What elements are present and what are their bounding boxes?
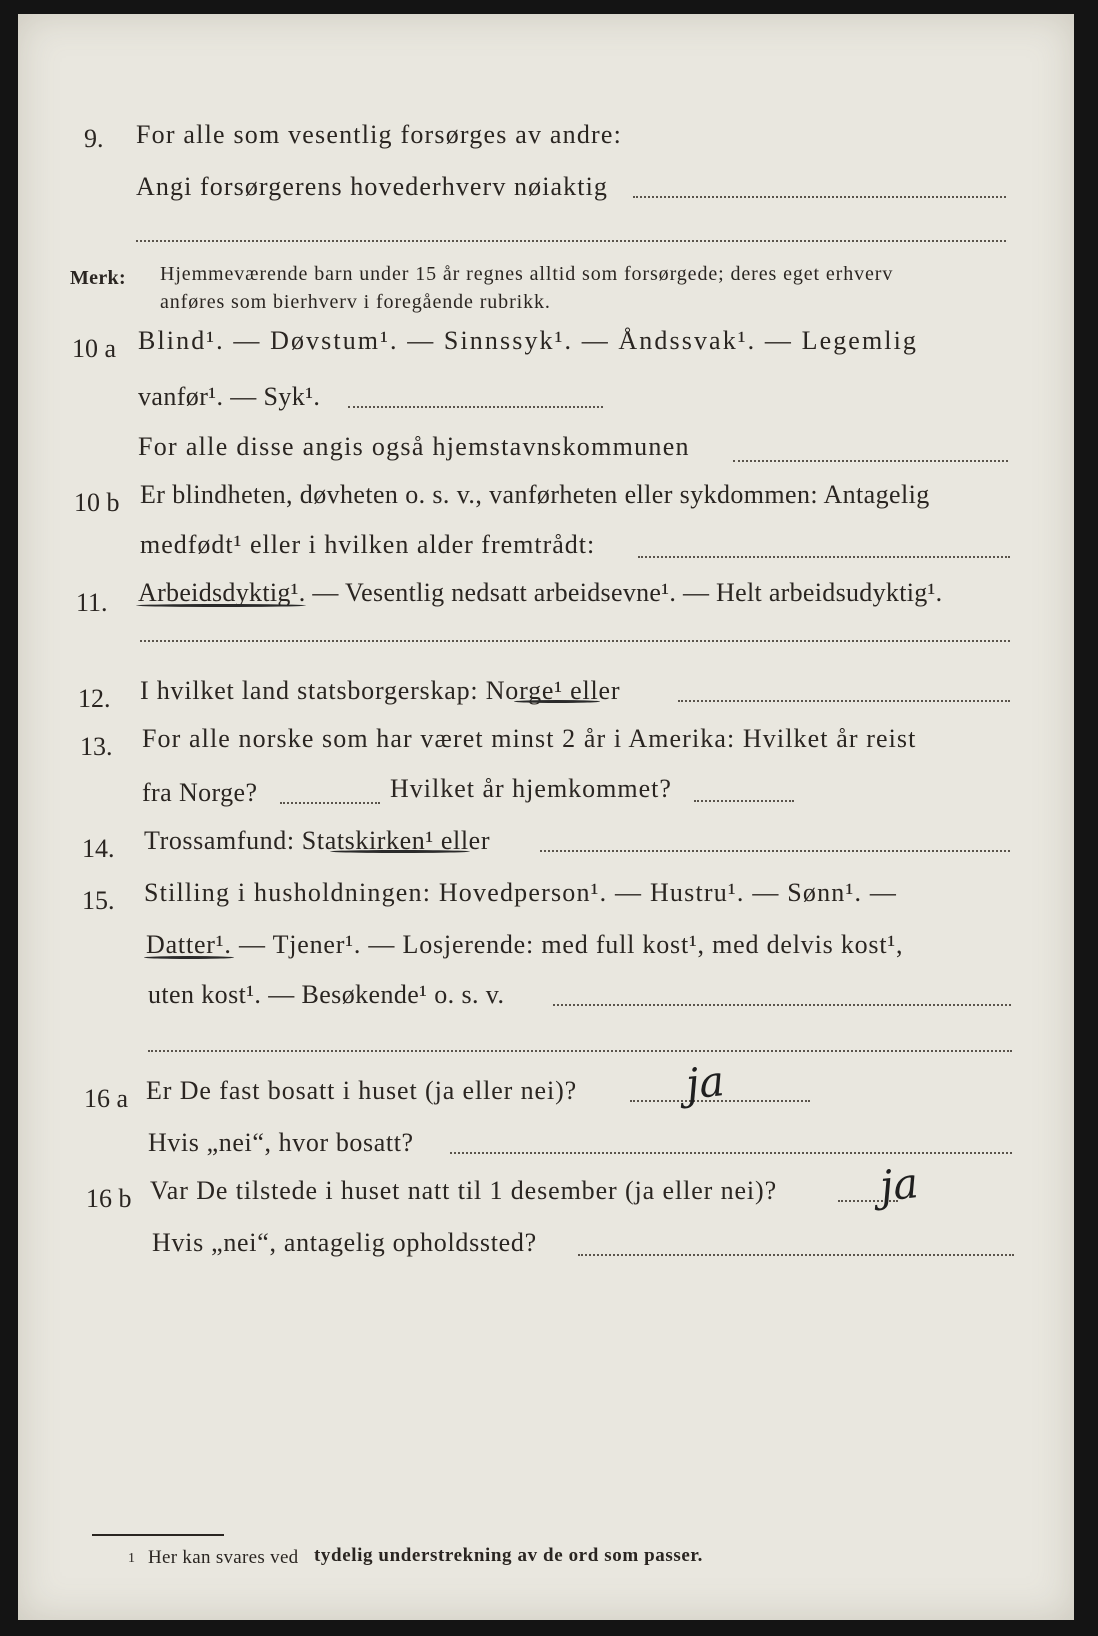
q10a-line1: Blind¹. — Døvstum¹. — Sinnssyk¹. — Åndssvak¹. — Legemlig (138, 326, 919, 355)
q10a-number: 10 a (72, 334, 117, 363)
q15-handwritten-underline (144, 956, 234, 959)
q14-number: 14. (82, 834, 115, 863)
q15-line2: Datter¹. — Tjener¹. — Losjerende: med full kost¹, med delvis kost¹, (146, 930, 904, 959)
q10b-line1: Er blindheten, døvheten o. s. v., vanførheten eller sykdommen: Antagelig (140, 480, 930, 509)
q9-answer-line-2[interactable] (136, 240, 1006, 242)
q11-answer-line[interactable] (140, 640, 1010, 642)
q13-return-year-line[interactable] (694, 800, 794, 802)
q12-line1: I hvilket land statsborgerskap: Norge¹ eller (140, 676, 621, 705)
q13-departure-year-line[interactable] (280, 802, 380, 804)
merk-label: Merk: (70, 267, 126, 289)
census-form-page (18, 14, 1074, 1620)
q10a-answer-line[interactable] (348, 406, 603, 408)
merk-line1: Hjemmeværende barn under 15 år regnes alltid som forsørgede; deres eget erhverv (160, 263, 894, 285)
q12-answer-line[interactable] (678, 700, 1010, 702)
q14-line1: Trossamfund: Statskirken¹ eller (144, 826, 491, 855)
q11-number: 11. (76, 588, 108, 617)
q9-line2: Angi forsørgerens hovederhverv nøiaktig (136, 172, 609, 201)
q11-line1: Arbeidsdyktig¹. — Vesentlig nedsatt arbeidsevne¹. — Helt arbeidsudyktig¹. (138, 578, 943, 607)
q13-line2a: fra Norge? (142, 778, 258, 807)
q14-handwritten-underline (330, 850, 470, 853)
footnote-rule (92, 1534, 224, 1536)
q12-handwritten-underline (514, 700, 600, 703)
q13-line1: For alle norske som har været minst 2 år i Amerika: Hvilket år reist (142, 724, 917, 753)
q9-number: 9. (84, 124, 104, 153)
q10b-line2: medfødt¹ eller i hvilken alder fremtrådt: (140, 530, 596, 559)
footnote-text-b: tydelig understrekning av de ord som passer. (314, 1545, 704, 1566)
merk-line2: anføres som bierhverv i foregående rubrikk. (160, 291, 551, 313)
q16a-line1: Er De fast bosatt i huset (ja eller nei)? (146, 1076, 578, 1105)
q15-number: 15. (82, 886, 115, 915)
q16a-handwritten-answer: ja (683, 1056, 727, 1109)
q13-line2b: Hvilket år hjemkommet? (390, 774, 672, 803)
q10b-answer-line[interactable] (638, 556, 1010, 558)
footnote-text-a: Her kan svares ved (148, 1547, 299, 1568)
q16a-line2: Hvis „nei“, hvor bosatt? (148, 1128, 414, 1157)
q14-answer-line[interactable] (540, 850, 1010, 852)
q11-handwritten-underline (136, 604, 306, 607)
q9-answer-line[interactable] (633, 196, 1006, 198)
q16a-number: 16 a (84, 1084, 129, 1113)
q16b-handwritten-answer: ja (877, 1158, 921, 1211)
q16b-whereabouts-line[interactable] (578, 1254, 1014, 1256)
q16b-line1: Var De tilstede i huset natt til 1 desember (ja eller nei)? (150, 1176, 778, 1205)
q16b-line2: Hvis „nei“, antagelig opholdssted? (152, 1228, 537, 1257)
q16a-residence-line[interactable] (450, 1152, 1012, 1154)
q10a-hometown-line[interactable] (733, 460, 1008, 462)
q10b-number: 10 b (74, 488, 120, 517)
q15-line3: uten kost¹. — Besøkende¹ o. s. v. (148, 980, 505, 1009)
q9-line1: For alle som vesentlig forsørges av andre: (136, 120, 623, 149)
q16b-number: 16 b (86, 1184, 132, 1213)
q10a-line3: For alle disse angis også hjemstavnskommunen (138, 432, 690, 461)
q15-answer-line[interactable] (553, 1004, 1011, 1006)
q10a-line2: vanfør¹. — Syk¹. (138, 382, 321, 411)
q13-number: 13. (80, 732, 113, 761)
q12-number: 12. (78, 684, 111, 713)
q15-line1: Stilling i husholdningen: Hovedperson¹. — Hustru¹. — Sønn¹. — (144, 878, 898, 907)
q15-answer-line-2[interactable] (148, 1050, 1012, 1052)
footnote-marker: 1 (128, 1551, 136, 1566)
